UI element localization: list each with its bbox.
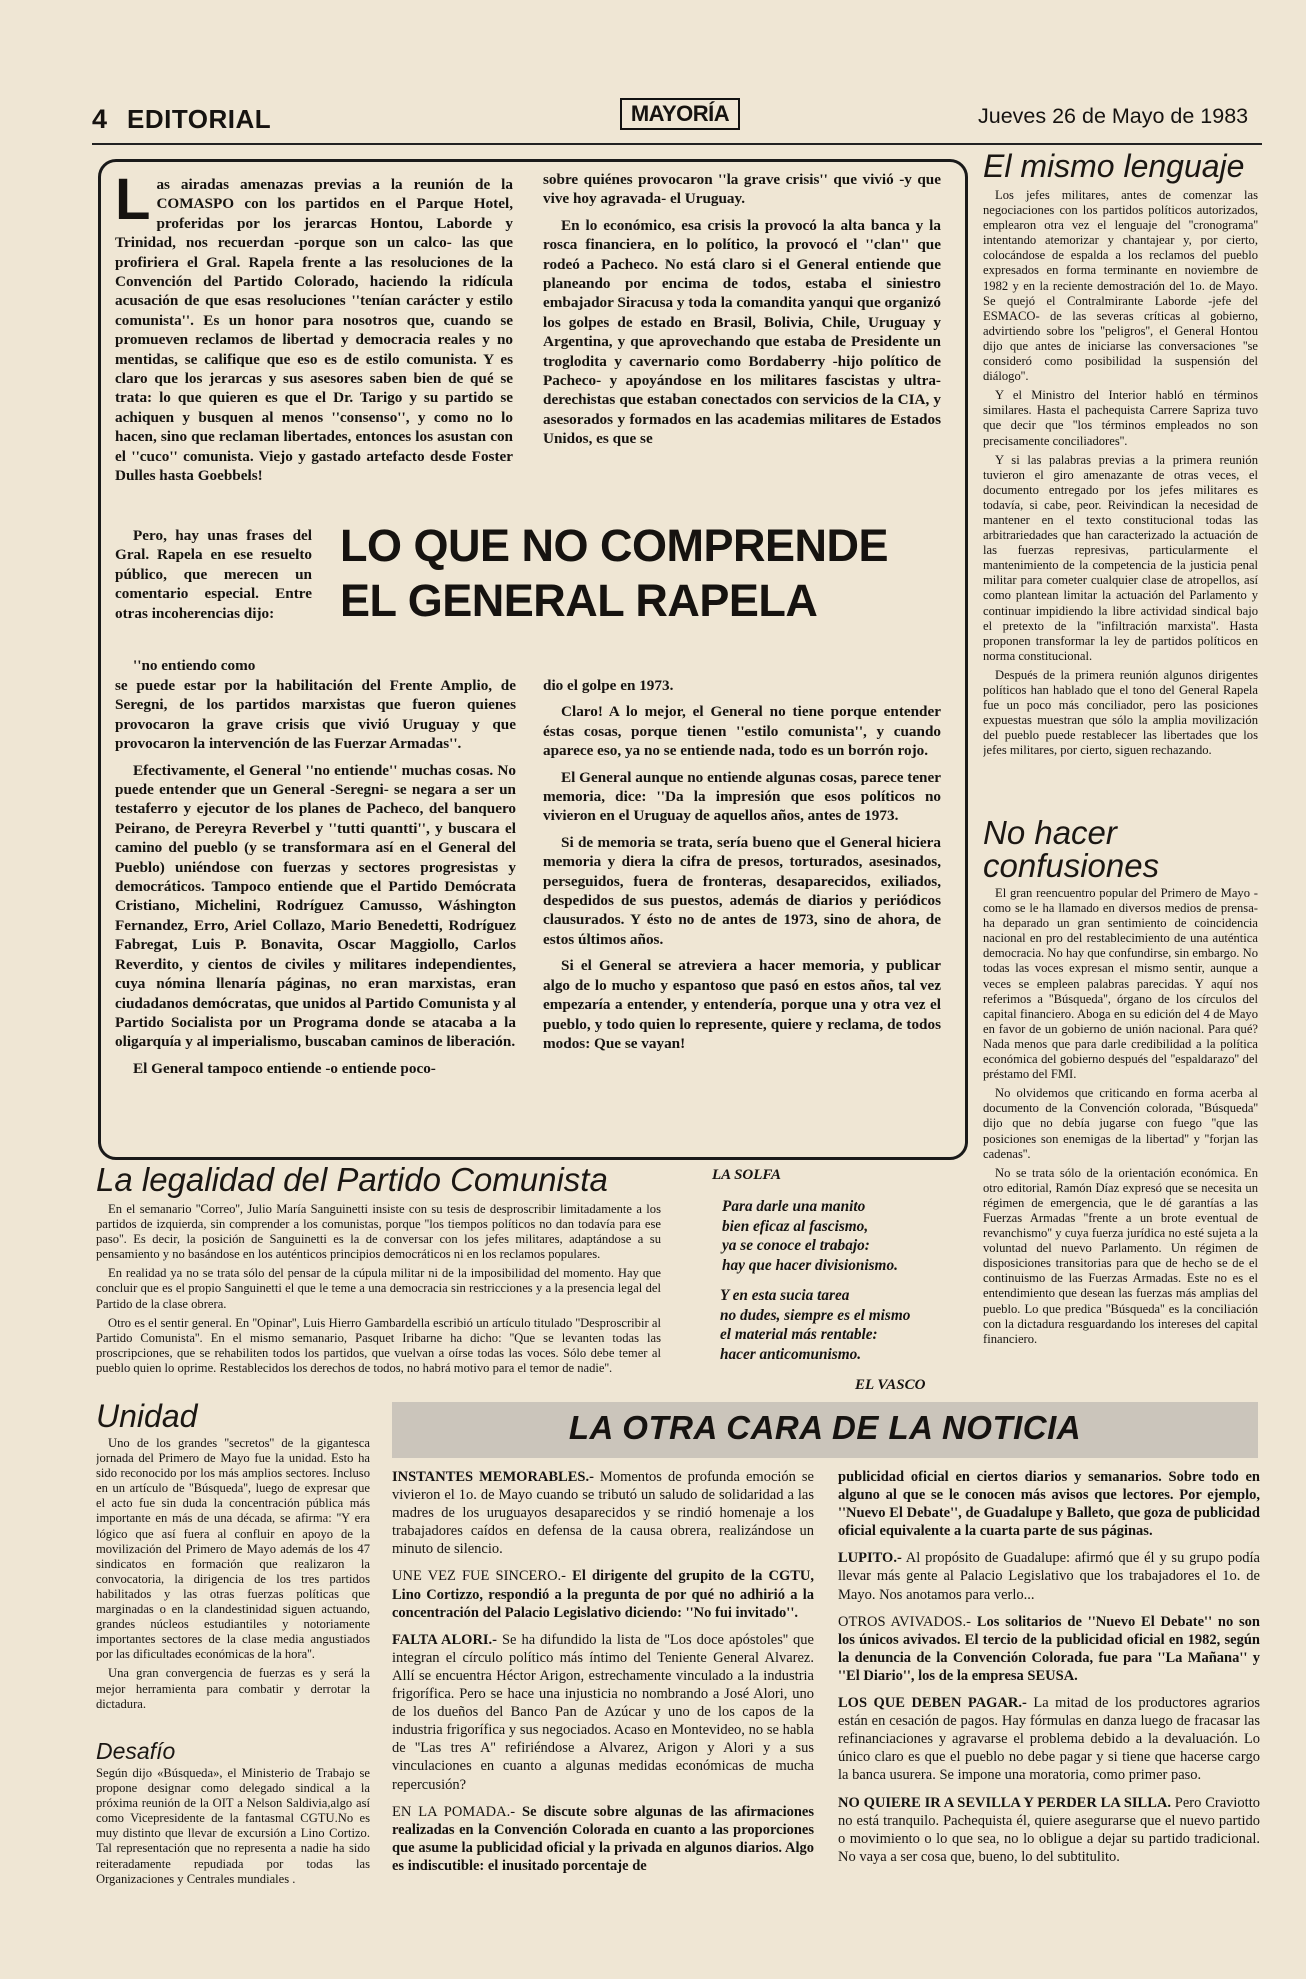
main-col1-bottom-p3: El General tampoco entiende -o entiende poco- (133, 1059, 436, 1077)
main-col2-top-p2: En lo económico, esa crisis la provocó la alta banca y la rosca financiera, en lo político, la provocó el ''clan'' que rodeó a Pacheco. No está claro si el General entiende que planeando por encima de todos, estaba el siniestro embajador Siracusa y toda la comandita yanqui que organizó los golpes de estado en Brasil, Bolivia, Chile, Uruguay y Argentina, y que aprovechando que estaba de Presidente un troglodita y cavernario como Bordaberry -hijo político de Pacheco- y apoyándose en los militares fascistas y ultra-derechistas que estaban conectados con servicios de la CIA, y asesorados y formados en las academias militares de Estados Unidos, es que se (543, 216, 941, 448)
main-col1-narrow (115, 526, 312, 654)
desafio-body (96, 1766, 370, 1946)
solfa-line: hay que hacer divisionismo. (722, 1256, 898, 1274)
headline-line1: LO QUE NO COMPRENDE (340, 520, 889, 571)
no-hacer-p3: No se trata sólo de la orientación económica. En otro editorial, Ramón Díaz expresó que se necesita un régimen de emergencia, que le dé garantías a las Fuerzas Armadas ''frente a un brote eventual de revanchismo'' y cuya fuerza jurídica no esté sujeta a la voluntad del nuevo Parlamento. Un régimen de disposiciones transitorias para que de hecho se de el continuismo de las Fuerzas Armadas. Este no es el entendimiento que desean las fuerzas más amplias del pueblo. Lo que predica ''Búsqueda'' es la conciliación con la dictadura resguardando los intereses del capital financiero. (983, 1165, 1258, 1346)
main-col1-bottom-p1: se puede estar por la habilitación del Frente Amplio, de Seregni, de los partidos marxistas que fueron quienes provocaron la grave crisis que vivió Uruguay y que provocaron la intervención de las Fuerzar Armadas''. (115, 677, 516, 753)
solfa-author: EL VASCO (855, 1377, 926, 1393)
main-col1-quote (133, 656, 333, 675)
unidad-p2: Una gran convergencia de fuerzas es y será la mejor herramienta para combatir y derrotar la dictadura. (96, 1666, 370, 1711)
main-col1-bottom (115, 676, 516, 1138)
solfa-line: Para darle una manito (722, 1198, 866, 1215)
otra-item: OTROS AVIVADOS.- Los solitarios de ''Nuevo El Debate'' no son los únicos avivados. El tercio de la publicidad oficial en 1982, según la denuncia de la Convención Colorada, fue para ''La Mañana'' y ''El Diario'', los de la empresa SEUSA. (838, 1613, 1260, 1684)
no-hacer-body (983, 886, 1258, 1398)
legalidad-p3: Otro es el sentir general. En ''Opinar'', Luis Hierro Gambardella escribió un artículo titulado ''Desproscribir al Partido Comunista''. En el mismo semanario, Pasquet Iribarne ha dicho: ''Que se levanten todas las proscripciones, que se rehabiliten todos los partidos, que vuelvan a oírse todas las voces. Sólo debe temer al pueblo quien lo oprime. Restablecidos los derechos de todos, no habrá motivo para el temor de nadie''. (96, 1315, 661, 1375)
main-col2-top (543, 170, 941, 466)
main-col1-top-text: as airadas amenazas previas a la reunión de la COMASPO con los partidos en el Parque Hotel, proferidas por los jerarcas Hontou, Laborde y Trinidad, nos recuerdan -porque son un calco- las que profiriera el Gral. Rapela frente a las resoluciones de la Convención del Partido Colorado, haciendo la ridícula acusación de que esas resoluciones ''tenían carácter y estilo comunista''. Es un honor para nosotros que, cuando se promueven reclamos de libertad y democracia reales y no mentidas, se califique que eso es de estilo comunista. Y es claro que los jerarcas y sus asesores saben bien de qué se trata: lo que quieren es que el Dr. Tarigo y su partido se achiquen y busquen al menos ''consenso'', y como no lo hacen, sino que reclaman libertades, entonces los asustan con el ''cuco'' comunista. Viejo y gastado artefacto desde Foster Dulles hasta Goebbels! (115, 176, 513, 485)
mismo-lenguaje-p3: Y si las palabras previas a la primera reunión tuvieron el giro amenazante de otras veces, el documento entregado por los jefes militares es todavía, si cabe, peor. Reivindican la necesidad de mantener en el texto constitucional todas las arbitrariedades que han caracterizado la actuación de las fuerzas represivas, particularmente el mantenimiento de la competencia de la justicia penal militar para cometer cualquier clase de atropellos, así como plantean limitar la actuación del Parlamento y continuar impidiendo la libre actividad sindical bajo el pretexto de la ''infiltración marxista''. Hasta proponen transformar la ley de partidos políticos en norma constitucional. (983, 452, 1258, 663)
no-hacer-title (983, 816, 1159, 882)
masthead-logo: MAYORÍA (620, 98, 740, 130)
desafio-p1: Según dijo «Búsqueda», el Ministerio de Trabajo se propone designar como delegado sindical a la próxima reunión de la OIT a Nelson Saldivia,algo así como Vicepresidente de la fantasmal CGTU.No es muy distinto que llevar de excursión a Lino Cortizo. Tal representación que no representa a nadie ha sido reiteradamente repudiada por todas las Organizaciones y Centrales mundiales . (96, 1766, 370, 1886)
no-hacer-p1: El gran reencuentro popular del Primero de Mayo -como se le ha llamado en diversos medios de prensa- ha deparado un gran sentimiento de coincidencia nacional en pro del restablecimiento de una auténtica democracia. No hay que confundirse, sin embargo. No todas las voces expresan el mismo sentir, aunque a veces se empleen palabras parecidas. Y aquí nos referimos a ''Búsqueda'', órgano de los círculos del capital financiero. Aboga en su edición del 4 de Mayo en favor de un gobierno de unión nacional. Para qué? Nada menos que para darle credibilidad a la política económica del gobierno después del ''espaldarazo'' del préstamo del FMI. (983, 886, 1258, 1082)
unidad-p1: Uno de los grandes ''secretos'' de la gigantesca jornada del Primero de Mayo fue la unidad. Esto ha sido reconocido por los más amplios sectores. Incluso en un artículo de ''Búsqueda'', luego de expresar que el acto fue sin duda la concentración pública más importante en más de una década, se afirma: ''Y era lógico que así fuera al confluir en apoyo de la movilización del Primero de Mayo además de los 47 sindicatos en formación que realizaron la convocatoria, la dirigencia de los tres partidos habilitados y las otras fuerzas políticas que marginadas o en la clandestinidad siguen actuando, grandes núcleos estudiantiles y notoriamente importantes sectores de la clase media angustiados por las dificultades económicas de la hora''. (96, 1436, 370, 1662)
legalidad-title: La legalidad del Partido Comunista (96, 1161, 608, 1198)
main-col2-bottom-p2: Claro! A lo mejor, el General no tiene porque entender éstas cosas, porque tienen ''estilo comunista'', y cuando aparece eso, ya no se entiende nada, todo es un borrón rojo. (543, 703, 941, 760)
no-hacer-title-line1: No hacer (983, 814, 1117, 851)
mismo-lenguaje-p1: Los jefes militares, antes de comenzar las negociaciones con los partidos políticos autorizados, emplearon otra vez el lenguaje del ''cronograma'' intentando atemorizar y chantajear y, por cierto, colocándose de espalda a los reclamos del pueblo expresados en forma terminante en noviembre de 1982 y en la reciente demostración del 1o. de Mayo. Se quejó el Contralmirante Laborde -jefe del ESMACO- de las severas críticas al gobierno, advirtiendo sobre los ''peligros'', el General Hontou dijo que antes de iniciarse las conversaciones ''se consideró como posibilidad la suspensión del diálogo''. (983, 188, 1258, 384)
solfa-line: bien eficaz al fascismo, (722, 1217, 869, 1235)
main-col1-narrow-text: Pero, hay unas frases del Gral. Rapela en ese resuelto público, que merecen un comentario especial. Entre otras incoherencias dijo: (115, 527, 312, 622)
mismo-lenguaje-title: El mismo lenguaje (983, 148, 1245, 184)
main-col1-top (115, 175, 513, 525)
main-col2-bottom (543, 676, 941, 1138)
desafio-title: Desafío (96, 1738, 176, 1764)
otra-item: LUPITO.- Al propósito de Guadalupe: afirmó que él y su grupo podía llevar más gente al Palacio Legislativo que los trabajadores el 1o. de Mayo. Nos anotamos para verlo... (838, 1550, 1260, 1603)
page-number: 4 (92, 104, 108, 134)
mismo-lenguaje-p2: Y el Ministro del Interior habló en términos similares. Hasta el pachequista Carrere Sapriza tuvo que decir que ''los términos empleados no son precisamente conciliadores''. (983, 388, 1258, 448)
solfa-line: no dudes, siempre es el mismo (720, 1306, 911, 1324)
main-headline (340, 518, 940, 628)
quote-start: ''no entiendo como (133, 657, 256, 674)
header-rule (92, 143, 1262, 145)
no-hacer-title-line2: confusiones (983, 847, 1160, 884)
otra-item: UNE VEZ FUE SINCERO.- El dirigente del grupito de la CGTU, Lino Cortizzo, respondió a la pregunta de por qué no adhirió a la concentración del Palacio Legislativo diciendo: ''No fui invitado''. (392, 1568, 814, 1621)
solfa-stanza2 (720, 1286, 970, 1364)
no-hacer-p2: No olvidemos que criticando en forma acerba al documento de la Convención colorada, ''Búsqueda'' dijo que no debía jugarse con fuego ''que las posiciones son enemigas de la libertad'' y ''forjan las cadenas''. (983, 1086, 1258, 1161)
otra-cara-title: LA OTRA CARA DE LA NOTICIA (568, 1409, 1082, 1446)
unidad-body (96, 1436, 370, 1738)
solfa-stanza1 (722, 1197, 972, 1275)
main-col2-bottom-p5: Si el General se atreviera a hacer memoria, y publicar algo de lo mucho y espantoso que pasó en estos años, tal vez empezaría a entender, y entendería, porque una y otra vez el pueblo, y todo quien lo represente, quiere y reclama, de todos modos: Que se vayan! (543, 957, 941, 1052)
main-col2-bottom-p4: Si de memoria se trata, sería bueno que el General hiciera memoria y diera la cifra de presos, torturados, asesinados, perseguidos, fuera de fronteras, desaparecidos, exiliados, despedidos de sus puestos, además de diarios y periódicos clausurados. Y ésto no de antes de 1973, sino de ahora, de estos últimos años. (543, 833, 941, 948)
legalidad-body (96, 1202, 661, 1398)
mismo-lenguaje-p4: Después de la primera reunión algunos dirigentes políticos han hablado que el tono del General Rapela fue un poco más conciliador, pero las posiciones expuestas muestran que sólo la amplia movilización del pueblo puede restablecer las libertades que los jefes militares, por cierto, siguen rechazando. (983, 667, 1258, 758)
main-col2-bottom-p1: dio el golpe en 1973. (543, 677, 674, 694)
otra-item: publicidad oficial en ciertos diarios y semanarios. Sobre todo en alguno al que se le conocen más avisos que lectores. Por ejemplo, ''Nuevo El Debate'', de Guadalupe y Balleto, que goza de publicidad oficial equivalente a la cuarta parte de sus páginas. (838, 1469, 1260, 1540)
otra-item: FALTA ALORI.- Se ha difundido la lista de ''Los doce apóstoles'' que integran el círculo político más íntimo del Teniente General Alvarez. Allí se encuentra Héctor Arigon, estrechamente vinculado a la industria frigorífica. Pero se hace una injusticia no nombrando a José Alori, uno de los dueños del Banco Pan de Azúcar y uno de los capos de la industria frigorífica y sus negociados. Acaso en Montevideo, no se habla de ''Las tres A'' refiriéndose a Alvarez, Arigon y Alori y a sus vinculaciones en cuanto a algunas medidas económicas de mucha repercusión? (392, 1631, 814, 1793)
solfa-line: el material más rentable: (720, 1326, 878, 1343)
otra-cara-left (392, 1468, 814, 1946)
solfa-line: ya se conoce el trabajo: (722, 1237, 870, 1254)
legalidad-p2: En realidad ya no se trata sólo del pensar de la cúpula militar ni de la imposibilidad del momento. Hay que concluir que es el propio Sanguinetti el que le teme a una democracia sin restricciones y a la presencia legal del Partido de la clase obrera. (96, 1266, 661, 1311)
legalidad-p1: En el semanario ''Correo'', Julio María Sanguinetti insiste con su tesis de desproscribir limitadamente a los partidos de izquierda, sin comprender a los comunistas, porque ''los tiempos políticos no dan todavía para ese paso''. Es decir, la posición de Sanguinetti es la de conversar con los jefes militares, adaptándose a su pensamiento y no basándose en los auténticos principios democráticos ni en los reclamos populares. (96, 1202, 661, 1262)
otra-item: EN LA POMADA.- Se discute sobre algunas de las afirmaciones realizadas en la Convención Colorada en cuanto a las proporciones que asume la publicidad oficial y la privada en algunos diarios. Algo es indiscutible: el inusitado porcentaje de (392, 1803, 814, 1874)
mismo-lenguaje-body (983, 188, 1258, 810)
solfa-line: hacer anticomunismo. (720, 1345, 862, 1363)
otra-cara-right (838, 1468, 1260, 1946)
issue-date: Jueves 26 de Mayo de 1983 (978, 104, 1249, 128)
headline-line2: EL GENERAL RAPELA (340, 575, 818, 626)
main-col2-bottom-p3: El General aunque no entiende algunas cosas, parece tener memoria, dice: ''Da la impresión que esos políticos no vivieron en el Uruguay de aquellos años, antes de 1973. (543, 768, 941, 825)
dropcap: L (115, 175, 151, 232)
section-label: EDITORIAL (127, 104, 272, 134)
unidad-title: Unidad (96, 1398, 198, 1434)
otra-item: LOS QUE DEBEN PAGAR.- La mitad de los productores agrarios están en cesación de pagos. Hay fórmulas en danza luego de fracasar las refinanciaciones y agravarse el problema debido a la devaluación. Lo único claro es que el pueblo no debe pagar y si tiene que hacerse cargo la banca usurera. Se impone una moratoria, como primer paso. (838, 1695, 1260, 1784)
solfa-line: Y en esta sucia tarea (720, 1287, 850, 1304)
otra-item: INSTANTES MEMORABLES.- Momentos de profunda emoción se vivieron el 1o. de Mayo cuando se tributó un saludo de solidaridad a las madres de los uruguayos desaparecidos y se rindió homenaje a los trabajadores caídos en defensa de la causa obrera, realizándose un minuto de silencio. (392, 1469, 814, 1558)
main-col2-top-p1: sobre quiénes provocaron ''la grave crisis'' que vivió -y que vive hoy agravada- el Uruguay. (543, 171, 941, 208)
solfa-label: LA SOLFA (712, 1167, 782, 1183)
main-col1-bottom-p2: Efectivamente, el General ''no entiende'' muchas cosas. No puede entender que un General -Seregni- se negara a ser un testaferro y ejecutor de los planes de Pacheco, del banquero Peirano, de Pereyra Reverbel y ''tutti quantti'', y buscara el camino del pueblo (y se transformara así en el General del Pueblo) uniéndose con fuerzas y sectores progresistas y democráticos. Tampoco entiende que el Partido Demócrata Cristiano, Michelini, Rodríguez Camusso, Wáshington Fernandez, Erro, Ariel Collazo, Mario Benedetti, Rodríguez Fabregat, Luis P. Bonavita, Oscar Maggiollo, Carlos Reverdito, y cientos de civiles y militares independientes, cuya nómina llenaría páginas, no eran marxistas, eran ciudadanos demócratas, que unidos al Partido Comunista y al Partido Socialista por un Programa donde se atacaba a la oligarquía y al imperialismo, buscaban caminos de liberación. (115, 761, 516, 1051)
otra-item: NO QUIERE IR A SEVILLA Y PERDER LA SILLA. Pero Craviotto no está tranquilo. Pachequista él, quiere asegurarse que el nuevo partido o movimiento o lo que sea, no lo obligue a dejar su partido tradicional. No vaya a ser cosa que, bueno, lo del subtitulito. (838, 1794, 1260, 1865)
